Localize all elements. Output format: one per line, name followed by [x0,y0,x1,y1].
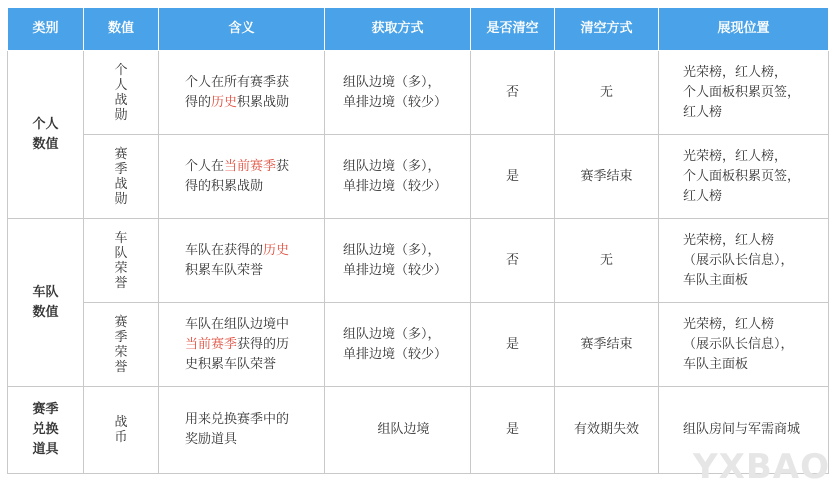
value-cell [84,219,159,303]
meaning-text: 得的 [185,94,212,110]
clear-method-cell: 有效期失效 [555,387,659,474]
category-line: 兑换 [32,422,59,437]
meaning-line [185,177,318,197]
value-char: 勋 [114,107,128,123]
meaning-text: 个人在所有赛季获 [185,74,290,90]
highlight-text: 当前赛季 [224,158,277,174]
method-cell [325,303,471,387]
display-line: 个人面板积累页签， [683,168,801,184]
meaning-cell [159,387,325,474]
meaning-text: 奖励道具 [185,432,238,447]
clear-method-cell: 无 [555,219,659,303]
display-line: 组队房间与军需商城 [683,422,801,437]
method-line: 组队边境（多）， [343,326,441,342]
value-char: 赛 [114,314,128,330]
value-cell [84,51,159,135]
meaning-text: 用来兑换赛季中的 [185,412,290,427]
meaning-line [185,315,318,335]
clear-method-cell: 赛季结束 [555,303,659,387]
method-line: 组队边境（多）， [343,242,441,258]
category-line: 道具 [32,442,59,457]
method-line: 单排边境（较少） [343,178,448,194]
meaning-cell [159,303,325,387]
method-line: 单排边境（较少） [343,94,448,110]
value-char: 队 [114,245,128,261]
header-clear: 是否清空 [471,8,555,51]
values-table [7,7,829,474]
meaning-text: 车队在获得的 [185,242,264,258]
display-line: 个人面板积累页签， [683,84,801,100]
category-line: 赛季 [32,402,59,417]
table-row [8,219,829,303]
value-cell [84,303,159,387]
clear-cell: 否 [471,51,555,135]
display-line: 红人榜 [683,104,723,120]
value-cell [84,135,159,219]
value-char: 币 [114,430,128,445]
method-cell [325,387,471,474]
clear-cell: 否 [471,219,555,303]
display-line: 光荣榜，红人榜 [683,232,775,248]
value-char: 誉 [114,275,128,291]
table-row [8,135,829,219]
method-line: 组队边境（多）， [343,74,441,90]
display-cell [659,135,829,219]
value-char: 人 [114,77,128,93]
meaning-text: 个人在 [185,158,225,174]
method-line: 组队边境（多）， [343,158,441,174]
header-row [8,8,829,51]
value-char: 个 [114,62,128,78]
display-line: 光荣榜，红人榜， [683,148,788,164]
meaning-text: 获得的历 [237,336,290,352]
clear-cell: 是 [471,135,555,219]
method-cell [325,51,471,135]
display-cell [659,219,829,303]
meaning-line [185,157,318,177]
header-value: 数值 [84,8,159,51]
highlight-text: 当前赛季 [185,336,238,352]
value-cell [84,387,159,474]
method-cell [325,135,471,219]
display-line: （展示队长信息）， [683,336,794,352]
display-line: 车队主面板 [683,272,749,288]
clear-method-cell: 无 [555,51,659,135]
category-line: 数值 [32,136,59,152]
category-cell [8,387,84,474]
highlight-text: 历史 [263,242,290,258]
value-char: 赛 [114,146,128,162]
clear-cell: 是 [471,303,555,387]
header-meaning: 含义 [159,8,325,51]
highlight-text: 历史 [211,94,238,110]
display-line: 车队主面板 [683,356,749,372]
meaning-text: 车队在组队边境中 [185,316,290,332]
value-char: 战 [114,176,128,192]
display-line: （展示队长信息）， [683,252,794,268]
meaning-text: 得的积累战勋 [185,178,264,194]
meaning-line [185,241,318,261]
category-line: 车队 [32,284,59,300]
value-char: 誉 [114,359,128,375]
meaning-line [185,261,318,281]
header-method: 获取方式 [325,8,471,51]
meaning-cell [159,135,325,219]
category-cell [8,51,84,219]
meaning-cell [159,51,325,135]
display-line: 光荣榜，红人榜， [683,64,788,80]
meaning-line [185,93,318,113]
clear-method-cell: 赛季结束 [555,135,659,219]
header-display: 展现位置 [659,8,829,51]
display-line: 光荣榜，红人榜 [683,316,775,332]
value-char: 战 [114,92,128,108]
watermark-logo: YXBAO [693,447,830,487]
header-clear-method: 清空方式 [555,8,659,51]
method-line: 单排边境（较少） [343,262,448,278]
table-row [8,303,829,387]
value-char: 季 [114,161,128,177]
meaning-line [185,410,318,430]
value-char: 荣 [114,260,128,276]
meaning-line [185,430,318,450]
method-cell [325,219,471,303]
meaning-text: 积累车队荣誉 [185,262,264,278]
value-char: 战 [114,415,128,430]
display-cell [659,51,829,135]
table-row [8,51,829,135]
display-cell [659,303,829,387]
category-line: 数值 [32,304,59,320]
meaning-line [185,335,318,355]
method-line: 单排边境（较少） [343,346,448,362]
category-cell [8,219,84,387]
value-char: 勋 [114,191,128,207]
value-char: 车 [114,230,128,246]
clear-cell: 是 [471,387,555,474]
method-line: 组队边境 [377,422,430,437]
value-char: 荣 [114,344,128,360]
display-line: 红人榜 [683,188,723,204]
category-line: 个人 [32,116,59,132]
meaning-text: 积累战勋 [237,94,290,110]
value-char: 季 [114,329,128,345]
meaning-cell [159,219,325,303]
meaning-text: 史积累车队荣誉 [185,356,277,372]
meaning-line [185,73,318,93]
meaning-text: 获 [276,158,290,174]
meaning-line [185,355,318,375]
header-category: 类别 [8,8,84,51]
